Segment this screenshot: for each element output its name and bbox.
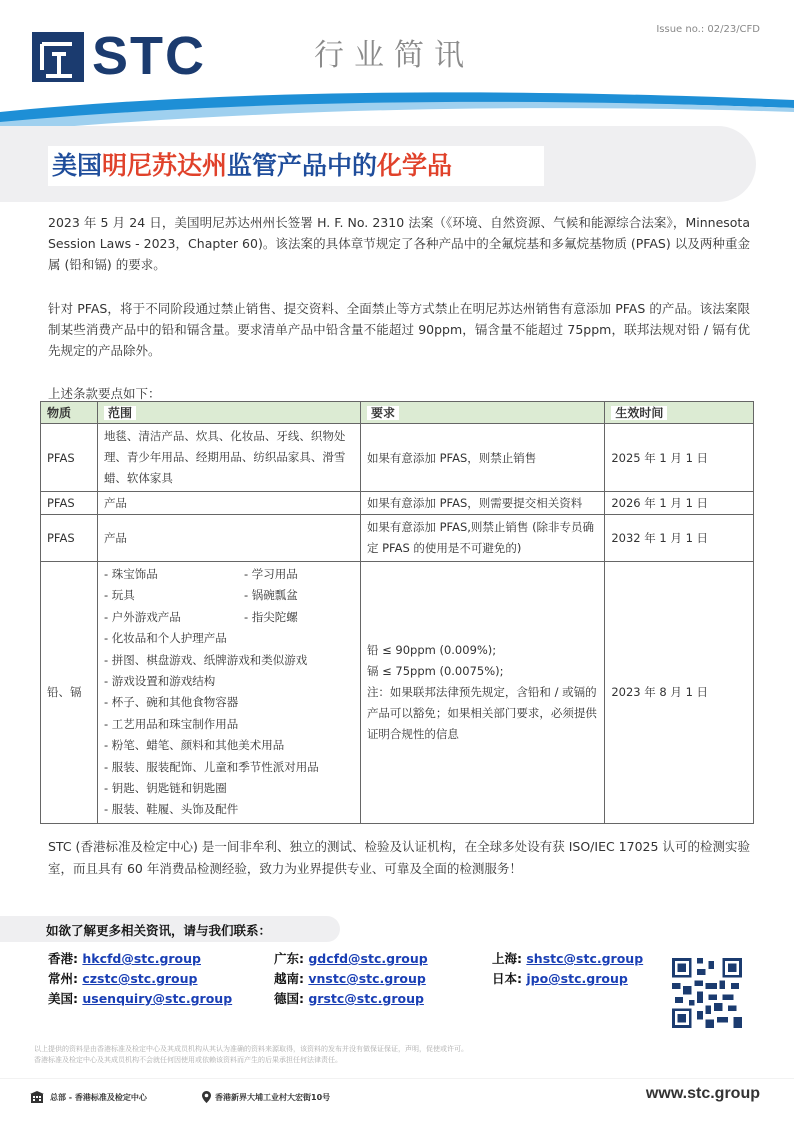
table-row bbox=[41, 424, 754, 492]
location-pin-icon bbox=[202, 1091, 211, 1103]
header-effective-date: 生效时间 bbox=[605, 402, 754, 424]
list-item: - 户外游戏产品 bbox=[103, 609, 181, 624]
contact-germany: 德国: grstc@stc.group bbox=[274, 991, 424, 1006]
email-link-japan[interactable]: jpo@stc.group bbox=[526, 971, 628, 986]
cell-substance: 铅、镉 bbox=[41, 562, 98, 824]
requirements-table bbox=[40, 401, 754, 824]
list-item: - 指尖陀螺 bbox=[243, 609, 298, 624]
list-item: - 玩具 bbox=[103, 588, 135, 603]
contact-heading: 如欲了解更多相关资讯，请与我们联系： bbox=[46, 923, 272, 938]
contact-changzhou: 常州: czstc@stc.group bbox=[48, 971, 198, 986]
list-item: - 游戏设置和游戏结构 bbox=[103, 674, 216, 689]
footer-headquarters bbox=[30, 1091, 147, 1103]
list-item: - 化妆品和个人护理产品 bbox=[103, 631, 227, 646]
list-item: - 拼图、棋盘游戏、纸牌游戏和类似游戏 bbox=[103, 652, 308, 667]
contact-guangdong: 广东: gdcfd@stc.group bbox=[274, 951, 428, 966]
brand-name: STC bbox=[92, 26, 206, 86]
section-title: 行业简讯 bbox=[314, 38, 474, 73]
issue-number: Issue no.: 02/23/CFD bbox=[656, 24, 760, 35]
building-icon bbox=[30, 1091, 44, 1103]
table-row bbox=[41, 492, 754, 515]
cell-scope: 产品 bbox=[97, 492, 360, 515]
lead-limit: 铅 ≤ 90ppm (0.009%); bbox=[366, 642, 497, 657]
contact-vietnam: 越南: vnstc@stc.group bbox=[274, 971, 426, 986]
website-link[interactable]: www.stc.group bbox=[645, 1085, 760, 1102]
list-item: - 杯子、碗和其他食物容器 bbox=[103, 695, 239, 710]
cell-substance: PFAS bbox=[41, 424, 98, 492]
cell-requirement: 如果有意添加 PFAS，则需要提交相关资料 bbox=[360, 492, 604, 515]
cadmium-limit: 镉 ≤ 75ppm (0.0075%); bbox=[366, 663, 504, 678]
email-link-shanghai[interactable]: shstc@stc.group bbox=[526, 951, 644, 966]
cell-substance: PFAS bbox=[41, 515, 98, 562]
contact-usa: 美国: usenquiry@stc.group bbox=[48, 991, 233, 1006]
contact-hong-kong: 香港: hkcfd@stc.group bbox=[48, 951, 201, 966]
contact-japan: 日本: jpo@stc.group bbox=[492, 971, 628, 986]
list-item: - 锅碗瓢盆 bbox=[243, 588, 298, 603]
cell-scope: 产品 bbox=[97, 515, 360, 562]
pfas-paragraph: 针对 PFAS，将于不同阶段通过禁止销售、提交资料、全面禁止等方式禁止在明尼苏达州销售有意添加 PFAS 的产品。该法案限制某些消费产品中的铅和镉含量。要求清单产品中铅含量不能超过 90ppm，镉含量不能超过 75ppm，联邦法规对铅 / 镉有优先规定的产品除外。 bbox=[48, 301, 750, 358]
cell-requirement bbox=[360, 562, 604, 824]
email-link-germany[interactable]: grstc@stc.group bbox=[308, 991, 424, 1006]
qr-code-icon[interactable] bbox=[672, 958, 742, 1028]
intro-paragraph: 2023 年 5 月 24 日，美国明尼苏达州州长签署 H. F. No. 2310 法案（《环境、自然资源、气候和能源综合法案》，Minnesota Session Laws - 2023，Chapter 60)。该法案的具体章节规定了各种产品中的全氟烷基和多氟烷基物质 (PFAS) 以及两种重金属 (铅和镉) 的要求。 bbox=[48, 215, 750, 272]
header-substance: 物质 bbox=[41, 402, 98, 424]
table-header-row bbox=[41, 402, 754, 424]
footer-address bbox=[202, 1091, 330, 1103]
cell-scope: 地毯、清洁产品、炊具、化妆品、牙线、织物处理、青少年用品、经期用品、纺织品家具、滑雪蜡、软体家具 bbox=[97, 424, 360, 492]
footer-address-text: 香港新界大埔工业村大宏街10号 bbox=[215, 1092, 331, 1102]
stc-logo bbox=[30, 26, 230, 86]
disclaimer-line-1: 以上提供的资料是由香港标准及检定中心及其成员机构从其认为准确的资料来源取得，该资料的发布并没有做保证保证，声明，促使或许可。 bbox=[34, 1045, 468, 1053]
footer-divider bbox=[0, 1078, 794, 1079]
scope-paired-list bbox=[104, 564, 354, 628]
table-row bbox=[41, 515, 754, 562]
list-item: - 服装、鞋履、头饰及配件 bbox=[103, 802, 239, 817]
cell-effective-date: 2023 年 8 月 1 日 bbox=[605, 562, 754, 824]
list-item: - 学习用品 bbox=[243, 567, 298, 581]
cell-effective-date: 2026 年 1 月 1 日 bbox=[605, 492, 754, 515]
title-part-2: 明尼苏达州 bbox=[102, 151, 228, 180]
footer-hq-label: 总部 - 香港标准及检定中心 bbox=[50, 1092, 147, 1102]
exemption-note: 注：如果联邦法律预先规定，含铅和 / 或镉的产品可以豁免；如果相关部门要求，必须提供证明合规性的信息 bbox=[366, 684, 597, 741]
cell-effective-date: 2032 年 1 月 1 日 bbox=[605, 515, 754, 562]
disclaimer-line-2: 香港标准及检定中心及其成员机构不会就任何因使用或依赖该资料而产生的后果承担任何法律责任。 bbox=[34, 1056, 342, 1064]
table-row bbox=[41, 562, 754, 824]
email-link-hong-kong[interactable]: hkcfd@stc.group bbox=[82, 951, 201, 966]
cell-substance: PFAS bbox=[41, 492, 98, 515]
email-link-vietnam[interactable]: vnstc@stc.group bbox=[308, 971, 426, 986]
header-scope: 范围 bbox=[97, 402, 360, 424]
title-part-1: 美国 bbox=[52, 151, 103, 180]
list-item: - 服装、服装配饰、儿童和季节性派对用品 bbox=[103, 759, 319, 774]
list-item: - 钥匙、钥匙链和钥匙圈 bbox=[103, 781, 227, 796]
email-link-changzhou[interactable]: czstc@stc.group bbox=[82, 971, 198, 986]
cell-requirement: 如果有意添加 PFAS,则禁止销售 (除非专员确定 PFAS 的使用是不可避免的) bbox=[360, 515, 604, 562]
list-item: - 粉笔、蜡笔、颜料和其他美术用品 bbox=[103, 738, 285, 753]
contact-list bbox=[48, 945, 668, 1011]
disclaimer bbox=[34, 1044, 634, 1066]
table-caption: 上述条款要点如下： bbox=[48, 386, 161, 401]
email-link-guangdong[interactable]: gdcfd@stc.group bbox=[308, 951, 428, 966]
page-title bbox=[52, 150, 452, 182]
cell-scope-list bbox=[97, 562, 360, 824]
stc-logo-mark-icon bbox=[32, 32, 84, 82]
contact-shanghai: 上海: shstc@stc.group bbox=[492, 951, 644, 966]
header-requirement: 要求 bbox=[360, 402, 604, 424]
cell-requirement: 如果有意添加 PFAS，则禁止销售 bbox=[360, 424, 604, 492]
list-item: - 工艺用品和珠宝制作用品 bbox=[103, 716, 239, 731]
list-item: - 珠宝饰品 bbox=[103, 567, 158, 581]
email-link-usa[interactable]: usenquiry@stc.group bbox=[82, 991, 233, 1006]
title-part-3: 监管产品中的 bbox=[227, 151, 378, 180]
about-stc-paragraph: STC (香港标准及检定中心) 是一间非牟利、独立的测试、检验及认证机构，在全球多处设有获 ISO/IEC 17025 认可的检测实验室，而且具有 60 年消费品检测经验，致力为业界提供专业、可靠及全面的检测服务！ bbox=[48, 839, 750, 876]
title-part-4: 化学品 bbox=[377, 151, 453, 180]
cell-effective-date: 2025 年 1 月 1 日 bbox=[605, 424, 754, 492]
